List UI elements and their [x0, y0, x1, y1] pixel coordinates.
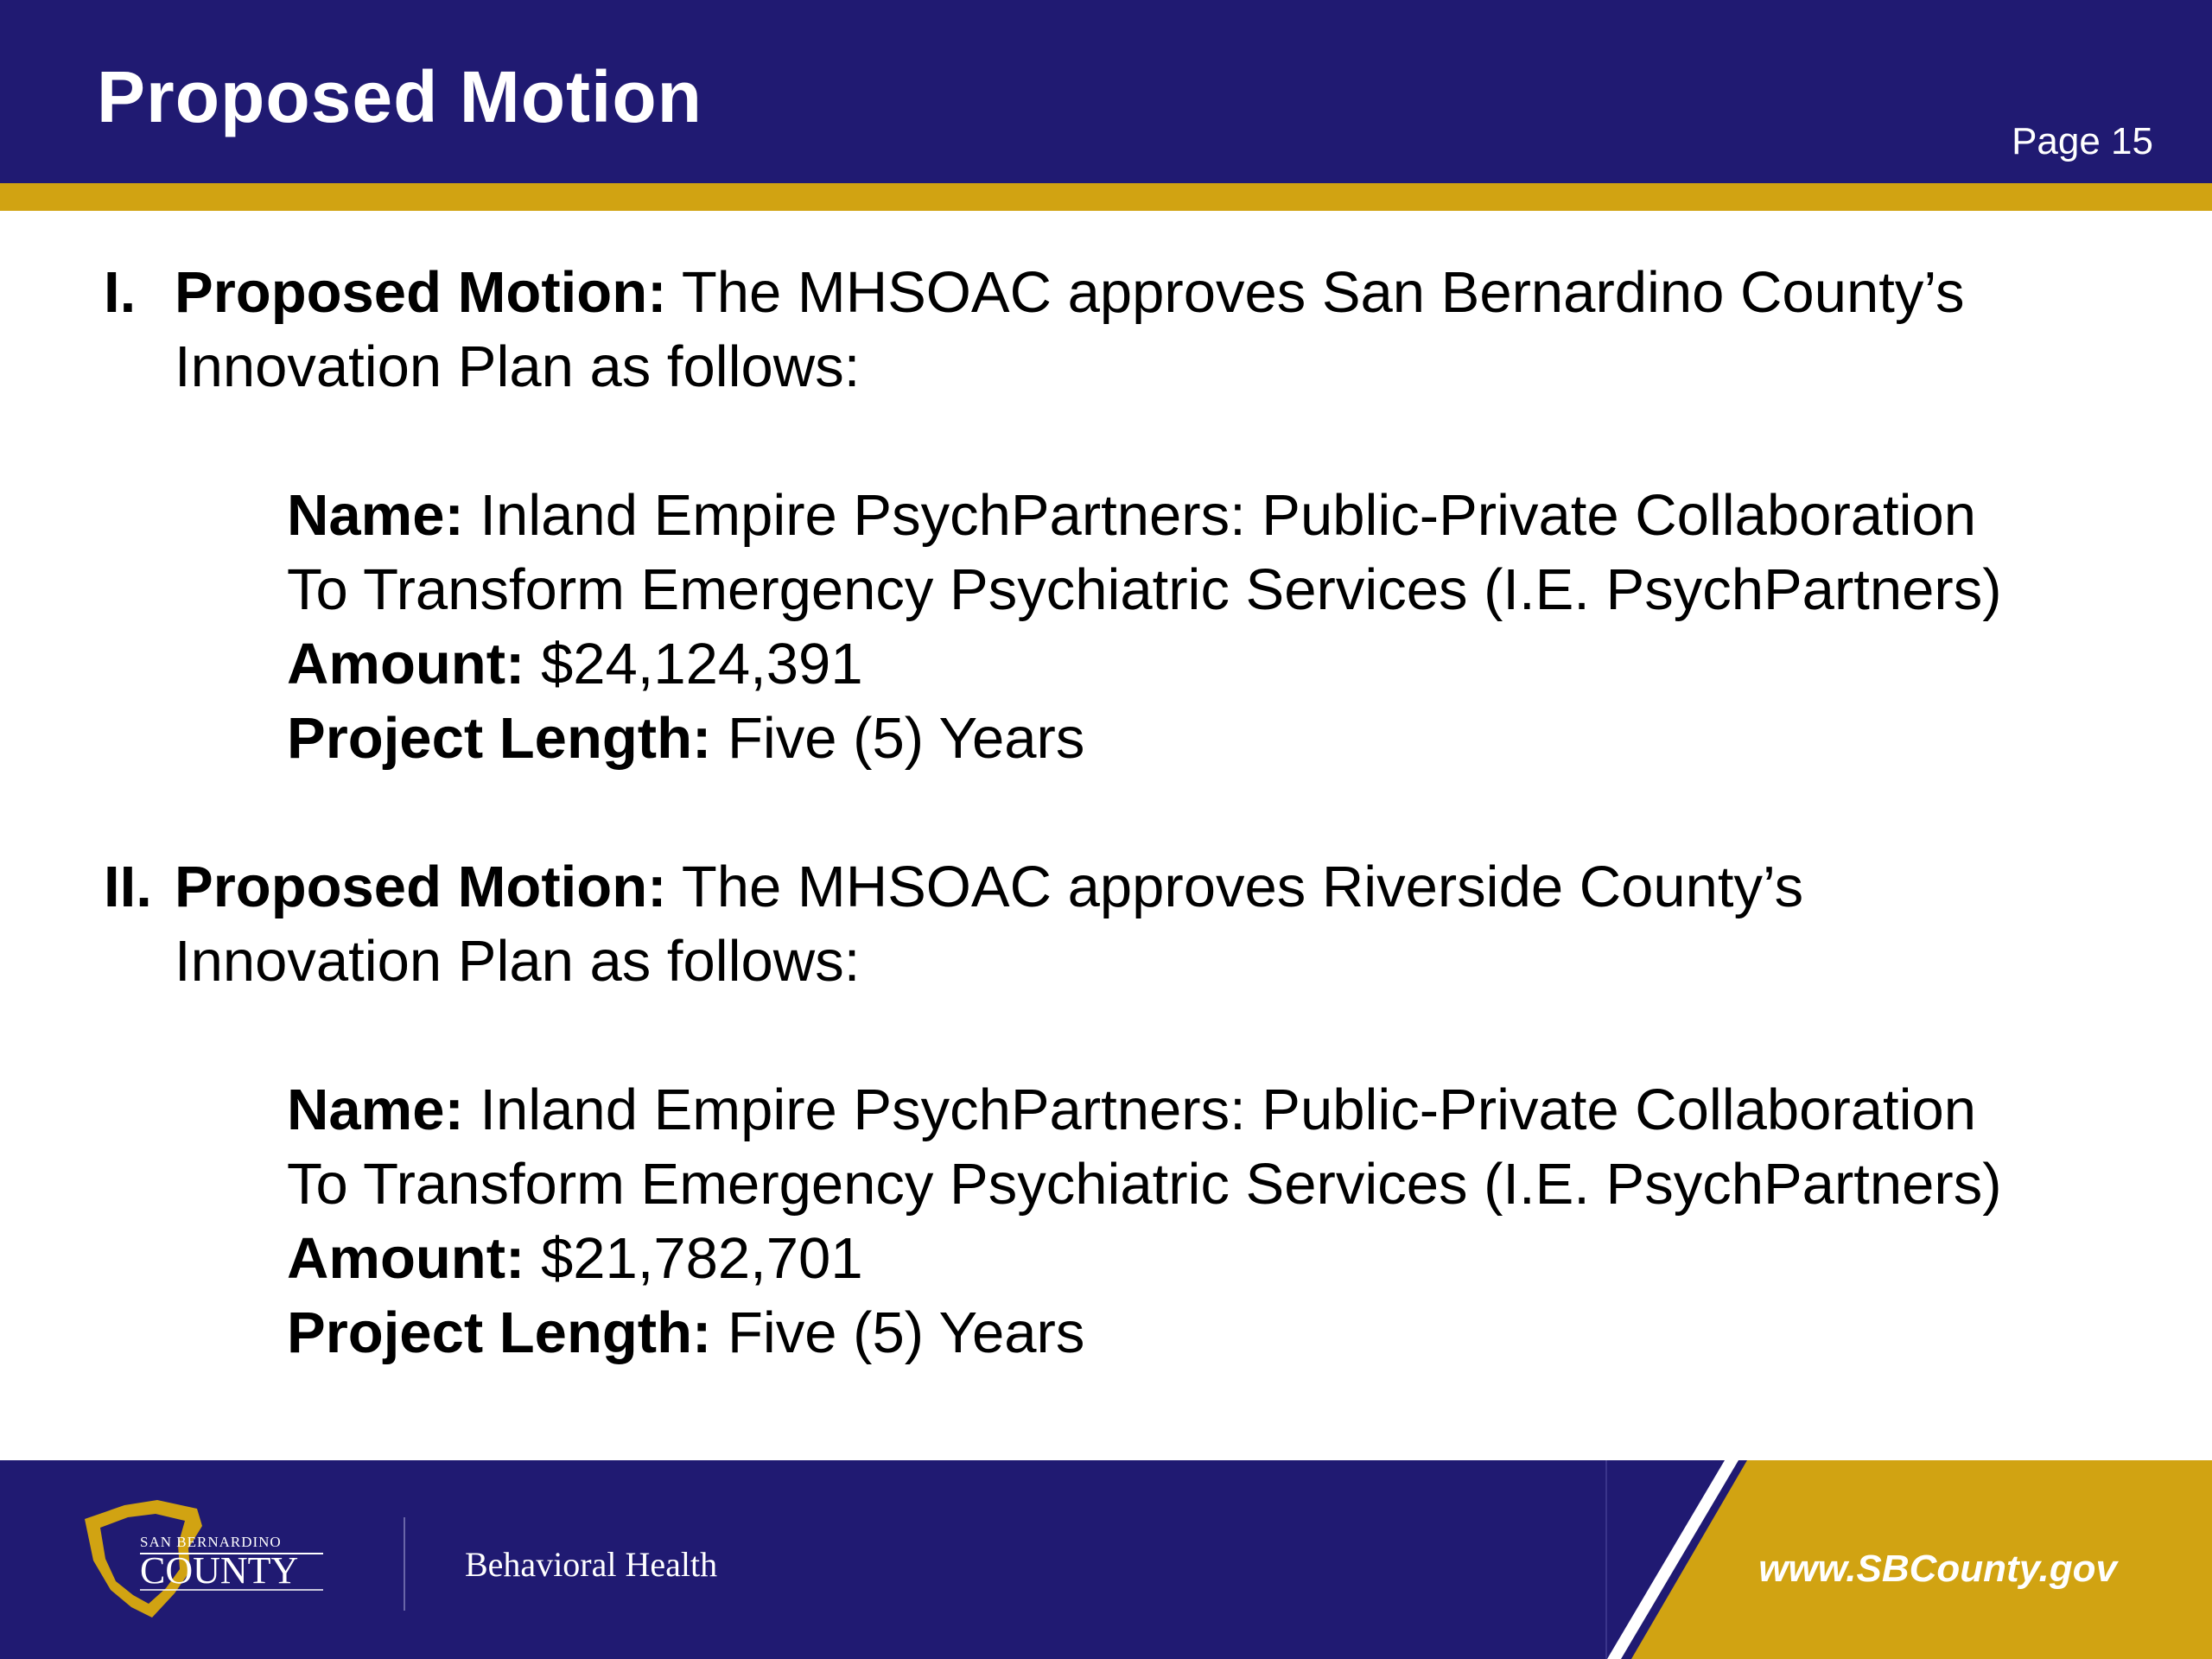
length-value: Five (5) Years	[711, 1300, 1085, 1365]
footer-separator	[404, 1517, 405, 1611]
amount-row	[287, 627, 2143, 702]
amount-value: $24,124,391	[524, 632, 863, 696]
name-line1: Inland Empire PsychPartners: Public-Private Collaboration	[463, 483, 1977, 548]
motion-text-line1: The MHSOAC approves San Bernardino County’s	[666, 260, 1965, 325]
slide-content	[104, 256, 2143, 1370]
motion-text	[175, 850, 2143, 999]
footer-bar	[0, 1460, 2212, 1659]
motion-numeral: I.	[104, 260, 137, 325]
header-bar	[0, 0, 2212, 183]
name-row	[287, 479, 2143, 553]
footer-divider	[1605, 1460, 1607, 1659]
amount-row	[287, 1222, 2143, 1296]
motion-details	[287, 479, 2143, 776]
department-name: Behavioral Health	[465, 1545, 718, 1584]
length-label: Project Length:	[287, 706, 712, 771]
name-line2: To Transform Emergency Psychiatric Services (I.E. PsychPartners)	[287, 1152, 2002, 1217]
length-row	[287, 1296, 2143, 1370]
name-label: Name:	[287, 483, 464, 548]
motion-text-line2: Innovation Plan as follows:	[175, 929, 861, 994]
motion-item	[104, 850, 2143, 1370]
name-row	[287, 1073, 2143, 1147]
name-label: Name:	[287, 1077, 464, 1142]
page-title: Proposed Motion	[97, 56, 702, 137]
motion-numeral: II.	[104, 855, 152, 919]
motion-details	[287, 1073, 2143, 1370]
amount-label: Amount:	[287, 1226, 525, 1291]
motion-label: Proposed Motion:	[175, 855, 667, 919]
page-number: Page 15	[2012, 120, 2153, 162]
motion-label: Proposed Motion:	[175, 260, 667, 325]
length-label: Project Length:	[287, 1300, 712, 1365]
name-line1: Inland Empire PsychPartners: Public-Private Collaboration	[463, 1077, 1977, 1142]
logo-top-text: SAN BERNARDINO	[140, 1534, 282, 1550]
motion-text-line2: Innovation Plan as follows:	[175, 334, 861, 399]
amount-value: $21,782,701	[524, 1226, 863, 1291]
name-line2: To Transform Emergency Psychiatric Services (I.E. PsychPartners)	[287, 557, 2002, 622]
motion-text	[175, 256, 2143, 404]
amount-label: Amount:	[287, 632, 525, 696]
header-gold-stripe	[0, 183, 2212, 211]
motion-item	[104, 256, 2143, 776]
logo-main-text: COUNTY	[140, 1549, 299, 1592]
website-link[interactable]: www.SBCounty.gov	[1758, 1548, 2117, 1590]
length-value: Five (5) Years	[711, 706, 1085, 771]
motion-text-line1: The MHSOAC approves Riverside County’s	[666, 855, 1804, 919]
length-row	[287, 702, 2143, 776]
county-logo	[79, 1497, 330, 1626]
